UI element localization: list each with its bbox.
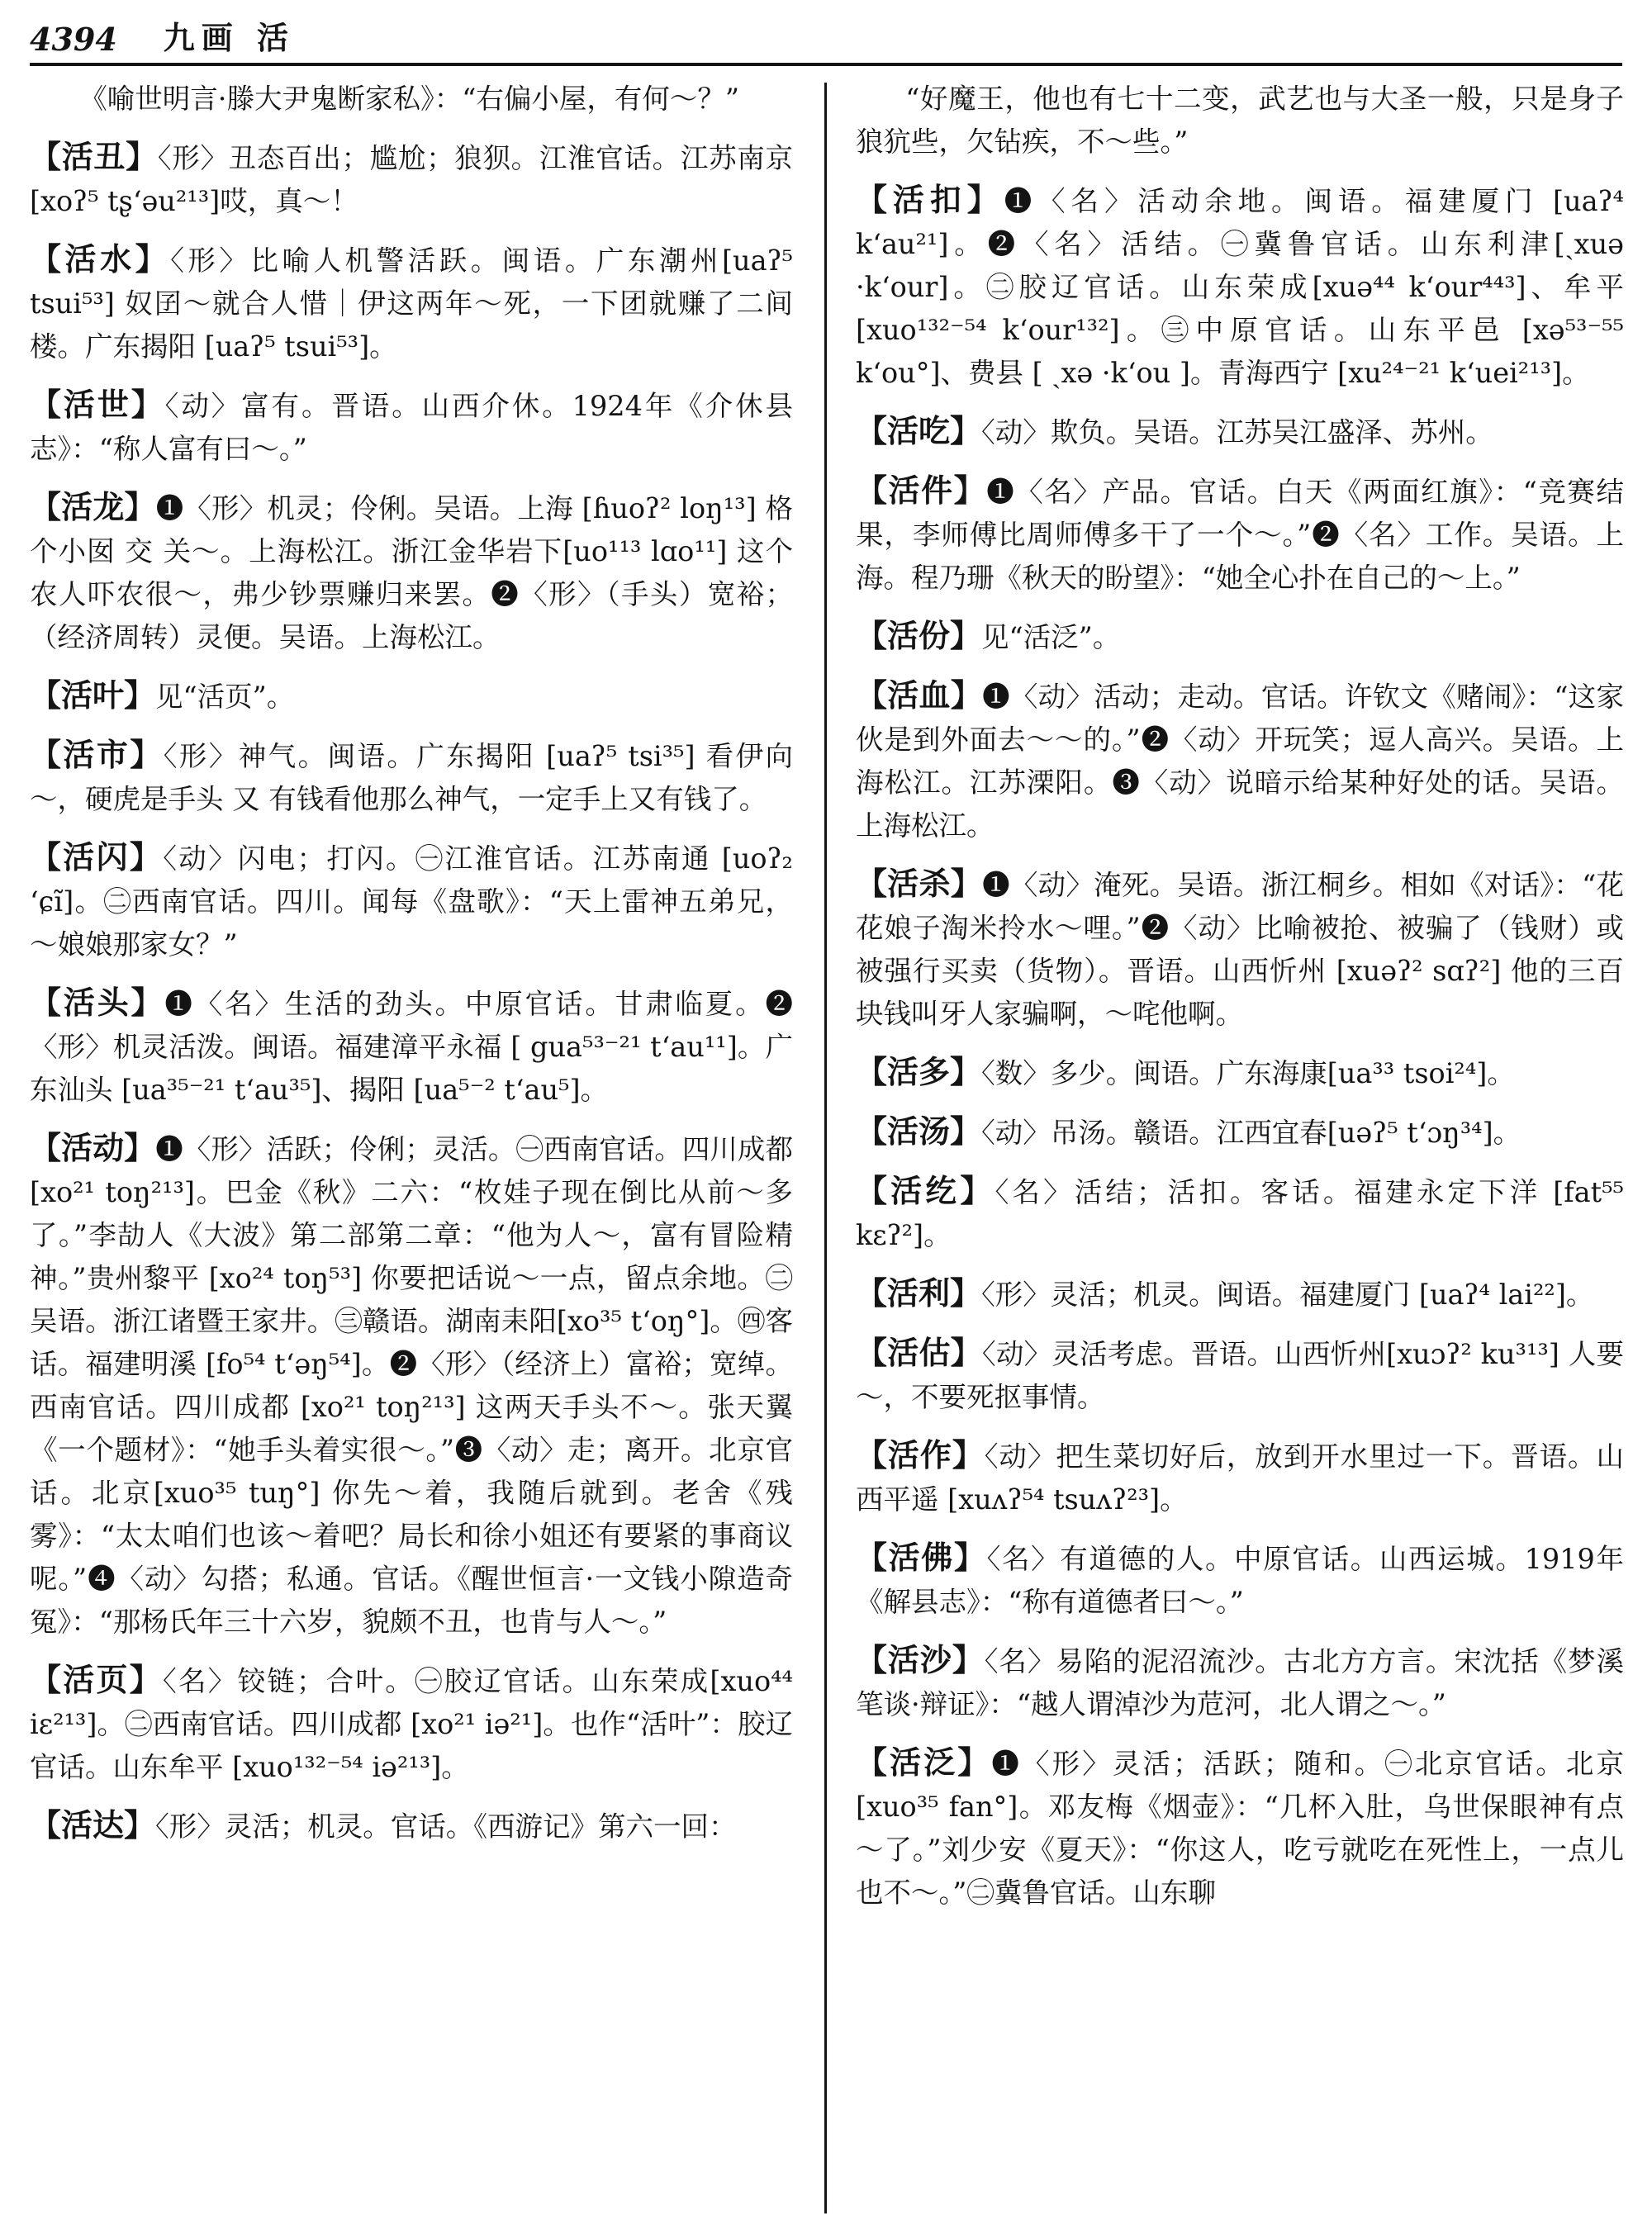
headword: 【活丑】 — [30, 138, 158, 175]
entry-huoduo: 【活多】〈数〉多少。闽语。广东海康[ua³³ tsoi²⁴]。 — [856, 1053, 1515, 1090]
headword: 【活纥】 — [856, 1172, 995, 1209]
entry-huoshan: 【活闪】〈动〉闪电；打闪。㊀江淮官话。江苏南通 [uoʔ₂ ‘ɕĩ]。㊁西南官话。四川。闻每《盘歌》：“天上雷神五弟兄，～娘娘那家女？” — [30, 838, 793, 961]
entry-huosha: 【活杀】❶〈动〉淹死。吴语。浙江桐乡。相如《对话》：“花花娘子淘米拎水～哩。”❷〈动〉比喻被抢、被骗了（钱财）或被强行买卖（货物）。晋语。山西忻州 [xuəʔ² sɑʔ²] 他的三百块钱叫牙人家骗啊，～咤他啊。 — [856, 865, 1624, 1030]
entry-huofo: 【活佛】〈名〉有道德的人。中原官话。山西运城。1919年《解县志》：“称有道德者曰～。” — [856, 1539, 1624, 1618]
entry-huoshi-shi: 【活市】〈形〉神气。闽语。广东揭阳 [uaʔ⁵ tsi³⁵] 看伊向～，硬虎是手头 又 有钱看他那么神气，一定手上又有钱了。 — [30, 736, 793, 815]
headword: 【活头】 — [30, 984, 165, 1021]
entry-huoshui: 【活水】〈形〉比喻人机警活跃。闽语。广东潮州[uaʔ⁵ tsui⁵³] 奴囝～就合人惜｜伊这两年～死，一下团就赚了二间楼。广东揭阳 [uaʔ⁵ tsui⁵³]。 — [30, 240, 793, 363]
entry-huogu: 【活估】〈动〉灵活考虑。晋语。山西忻州[xuɔʔ² ku³¹³] 人要～，不要死抠事情。 — [856, 1334, 1624, 1413]
entry-huofen: 【活份】见“活泛”。 — [856, 617, 1121, 654]
entry-huokou: 【活扣】❶〈名〉活动余地。闽语。福建厦门 [uaʔ⁴ k‘au²¹]。❷〈名〉活结。㊀冀鲁官话。山东利津[ˏxuə ·k‘our]。㊁胶辽官话。山东荣成[xuə⁴⁴ k‘our⁴⁴³]、牟平 [xuo¹³²⁻⁵⁴ k‘our¹³²]。㊂中原官话。山东平邑 [xə⁵³⁻⁵⁵ k‘ou°]、费县 [ ˏxə ·k‘ou ]。青海西宁 [xu²⁴⁻²¹ k‘uei²¹³]。 — [856, 181, 1624, 389]
entry-huoda: 【活达】〈形〉灵活；机灵。官话。《西游记》第六一回： — [30, 1806, 737, 1843]
headword: 【活杀】 — [856, 865, 983, 902]
headword: 【活世】 — [30, 386, 165, 423]
headword: 【活龙】 — [30, 488, 156, 525]
headword: 【活件】 — [856, 472, 987, 509]
entry-huoshi: 【活世】〈动〉富有。晋语。山西介休。1924年《介休县志》：“称人富有曰～。” — [30, 386, 793, 465]
entry-huotang: 【活汤】〈动〉吊汤。赣语。江西宜春[uəʔ⁵ t‘ɔŋ³⁴]。 — [856, 1113, 1521, 1150]
entry-huofan: 【活泛】❶〈形〉灵活；活跃；随和。㊀北京官话。北京 [xuo³⁵ fan°]。邓友梅《烟壶》：“几杯入肚，乌世保眼神有点～了。”刘少安《夏天》：“你这人，吃亏就吃在死性上，一点儿也不～。”㊁冀鲁官话。山东聊 — [856, 1744, 1624, 1909]
headword: 【活闪】 — [30, 838, 164, 875]
entry-huojian: 【活件】❶〈名〉产品。官话。白天《两面红旗》：“竞赛结果，李师傅比周师傅多干了一个～。”❷〈名〉工作。吴语。上海。程乃珊《秋天的盼望》：“她全心扑在自己的～上。” — [856, 472, 1624, 594]
headword: 【活血】 — [856, 676, 983, 714]
entry-huoye-alt: 【活叶】见“活页”。 — [30, 676, 295, 714]
entry-huosha-sand: 【活沙】〈名〉易陷的泥沼流沙。古北方方言。宋沈括《梦溪笔谈·辩证》：“越人谓淖沙为苊河，北人谓之～。” — [856, 1641, 1624, 1720]
headword: 【活扣】 — [856, 181, 1004, 218]
left-column — [30, 78, 793, 2217]
headword: 【活动】 — [30, 1129, 156, 1166]
page-number: 4394 — [30, 21, 117, 58]
running-head: 九画 活 — [163, 19, 295, 56]
headword: 【活利】 — [856, 1274, 982, 1312]
entry-huolong: 【活龙】❶〈形〉机灵；伶俐。吴语。上海 [ɦuoʔ² loŋ¹³] 格个小囡 交 关～。上海松江。浙江金华岩下[uo¹¹³ lɑo¹¹] 这个农人吓农很～，弗少钞票赚归来罢。❷〈形〉（手头）宽裕；（经济周转）灵便。吴语。上海松江。 — [30, 488, 793, 653]
headword: 【活达】 — [30, 1806, 156, 1843]
headword: 【活市】 — [30, 736, 164, 773]
headword: 【活汤】 — [856, 1113, 982, 1150]
headword: 【活吃】 — [856, 412, 982, 449]
entry-huochi: 【活吃】〈动〉欺负。吴语。江苏吴江盛泽、苏州。 — [856, 412, 1493, 449]
entry-huoye: 【活页】〈名〉铰链；合叶。㊀胶辽官话。山东荣成[xuo⁴⁴ iɛ²¹³]。㊁西南官话。四川成都 [xo²¹ iə²¹]。也作“活叶”：胶辽官话。山东牟平 [xuo¹³²⁻⁵⁴ iə²¹³]。 — [30, 1661, 793, 1783]
headword: 【活份】 — [856, 617, 982, 654]
entry-huodong: 【活动】❶〈形〉活跃；伶俐；灵活。㊀西南官话。四川成都 [xo²¹ toŋ²¹³]。巴金《秋》二六：“枚娃子现在倒比从前～多了。”李劼人《大波》第二部第二章：“他为人～，富有冒险精神。”贵州黎平 [xo²⁴ toŋ⁵³] 你要把话说～一点，留点余地。㊁吴语。浙江诸暨王家井。㊂赣语。湖南耒阳[xo³⁵ t‘oŋ°]。㊃客话。福建明溪 [fo⁵⁴ t‘əŋ⁵⁴]。❷〈形〉（经济上）富裕；宽绰。西南官话。四川成都 [xo²¹ toŋ²¹³] 这两天手头不～。张天翼《一个题材》：“她手头着实很～。”❸〈动〉走；离开。北京官话。北京[xuo³⁵ tuŋ°] 你先～着，我随后就到。老舍《残雾》：“太太咱们也该～着吧？局长和徐小姐还有要紧的事商议呢。”❹〈动〉勾搭；私通。官话。《醒世恒言·一文钱小隙造奇冤》：“那杨氏年三十六岁，貌颇不丑，也肯与人～。” — [30, 1129, 793, 1638]
headword: 【活佛】 — [856, 1539, 987, 1576]
entry-huotou: 【活头】❶〈名〉生活的劲头。中原官话。甘肃临夏。❷〈形〉机灵活泼。闽语。福建漳平永福 [ gua⁵³⁻²¹ t‘au¹¹]。广东汕头 [ua³⁵⁻²¹ t‘au³⁵]、揭阳 [ua⁵⁻² t‘au⁵]。 — [30, 984, 793, 1106]
entry-huoli: 【活利】〈形〉灵活；机灵。闽语。福建厦门 [uaʔ⁴ lai²²]。 — [856, 1274, 1594, 1312]
entry-huochou: 【活丑】〈形〉丑态百出；尴尬；狼狈。江淮官话。江苏南京 [xoʔ⁵ tʂ‘əu²¹³]哎，真～！ — [30, 138, 793, 217]
right-column — [856, 78, 1624, 2217]
headword: 【活页】 — [30, 1661, 163, 1698]
headword: 【活水】 — [30, 240, 171, 278]
entry-continuation: “好魔王，他也有七十二变，武艺也与大圣一般，只是身子狼犺些，欠钻疾，不～些。” — [856, 83, 1624, 158]
headword: 【活叶】 — [30, 676, 156, 714]
headword: 【活沙】 — [856, 1641, 985, 1678]
column-divider — [824, 83, 827, 2213]
headword: 【活多】 — [856, 1053, 982, 1090]
entry-huoxue: 【活血】❶〈动〉活动；走动。官话。许钦文《赌闹》：“这家伙是到外面去～～的。”❷〈动〉开玩笑；逗人高兴。吴语。上海松江。江苏溧阳。❸〈动〉说暗示给某种好处的话。吴语。上海松江。 — [856, 676, 1624, 842]
entry-continuation: 《喻世明言·滕大尹鬼断家私》：“右偏小屋，有何～？” — [79, 83, 739, 115]
headword: 【活估】 — [856, 1334, 982, 1371]
entry-huozuo: 【活作】〈动〉把生菜切好后，放到开水里过一下。晋语。山西平遥 [xuʌʔ⁵⁴ tsuʌʔ²³]。 — [856, 1436, 1624, 1516]
entry-huoge: 【活纥】〈名〉活结；活扣。客话。福建永定下洋 [fat⁵⁵ kɛʔ²]。 — [856, 1172, 1624, 1251]
headword: 【活作】 — [856, 1436, 985, 1473]
page-header — [30, 18, 1622, 66]
headword: 【活泛】 — [856, 1744, 992, 1781]
